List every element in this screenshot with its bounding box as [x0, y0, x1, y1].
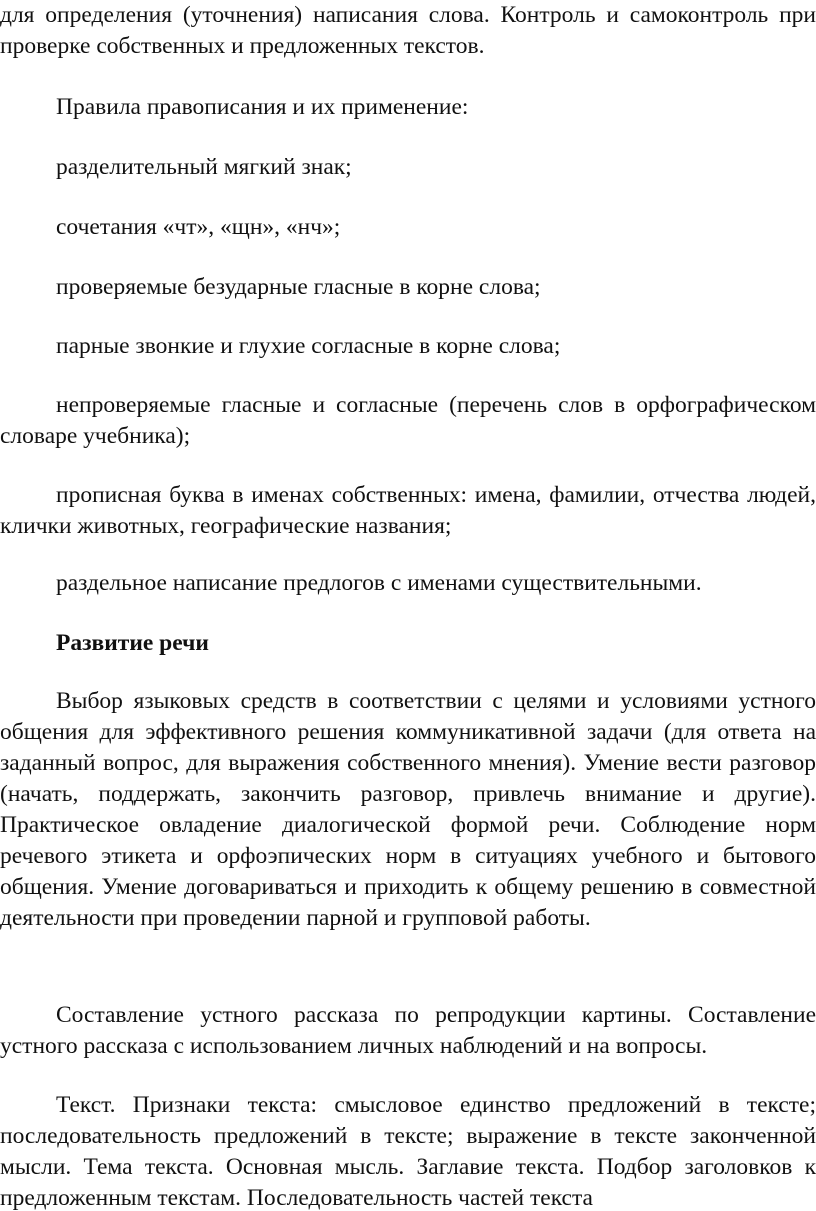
paragraph-oral-story: Составление устного рассказа по репродукции картины. Составление устного рассказа с использованием личных наблюдений и на вопросы.	[0, 1002, 816, 1059]
list-item-paired-consonants: парные звонкие и глухие согласные в корне слова;	[56, 333, 561, 359]
paragraph-text-features: Текст. Признаки текста: смысловое единство предложений в тексте; последовательность предложений в тексте; выражение в тексте законченной мысли. Тема текста. Основная мысль. Заглавие текста. Подбор заголовков к предложенным текстам. Последовательность частей текста	[0, 1092, 816, 1211]
section-heading: Развитие речи	[56, 630, 209, 656]
list-item-unverifiable: непроверяемые гласные и согласные (перечень слов в орфографическом словаре учебника);	[0, 392, 816, 449]
list-item-soft-sign: разделительный мягкий знак;	[56, 154, 352, 180]
list-item-capital-letter: прописная буква в именах собственных: имена, фамилии, отчества людей, клички животных, географические названия;	[0, 482, 816, 539]
paragraph-control: для определения (уточнения) написания слова. Контроль и самоконтроль при проверке собственных и предложенных текстов.	[0, 2, 816, 59]
paragraph-rules-intro: Правила правописания и их применение:	[56, 94, 469, 120]
list-item-prepositions: раздельное написание предлогов с именами существительными.	[56, 570, 702, 596]
list-item-combinations: сочетания «чт», «щн», «нч»;	[56, 214, 341, 240]
list-item-unstressed-vowels: проверяемые безударные гласные в корне слова;	[56, 274, 541, 300]
paragraph-language-means: Выбор языковых средств в соответствии с целями и условиями устного общения для эффективного решения коммуникативной задачи (для ответа на заданный вопрос, для выражения собственного мнения). Умение вести разговор (начать, поддержать, закончить разговор, привлечь внимание и другие). Практическое овладение диалогической формой речи. Соблюдение норм речевого этикета и орфоэпических норм в ситуациях учебного и бытового общения. Умение договариваться и приходить к общему решению в совместной деятельности при проведении парной и групповой работы.	[0, 688, 816, 931]
